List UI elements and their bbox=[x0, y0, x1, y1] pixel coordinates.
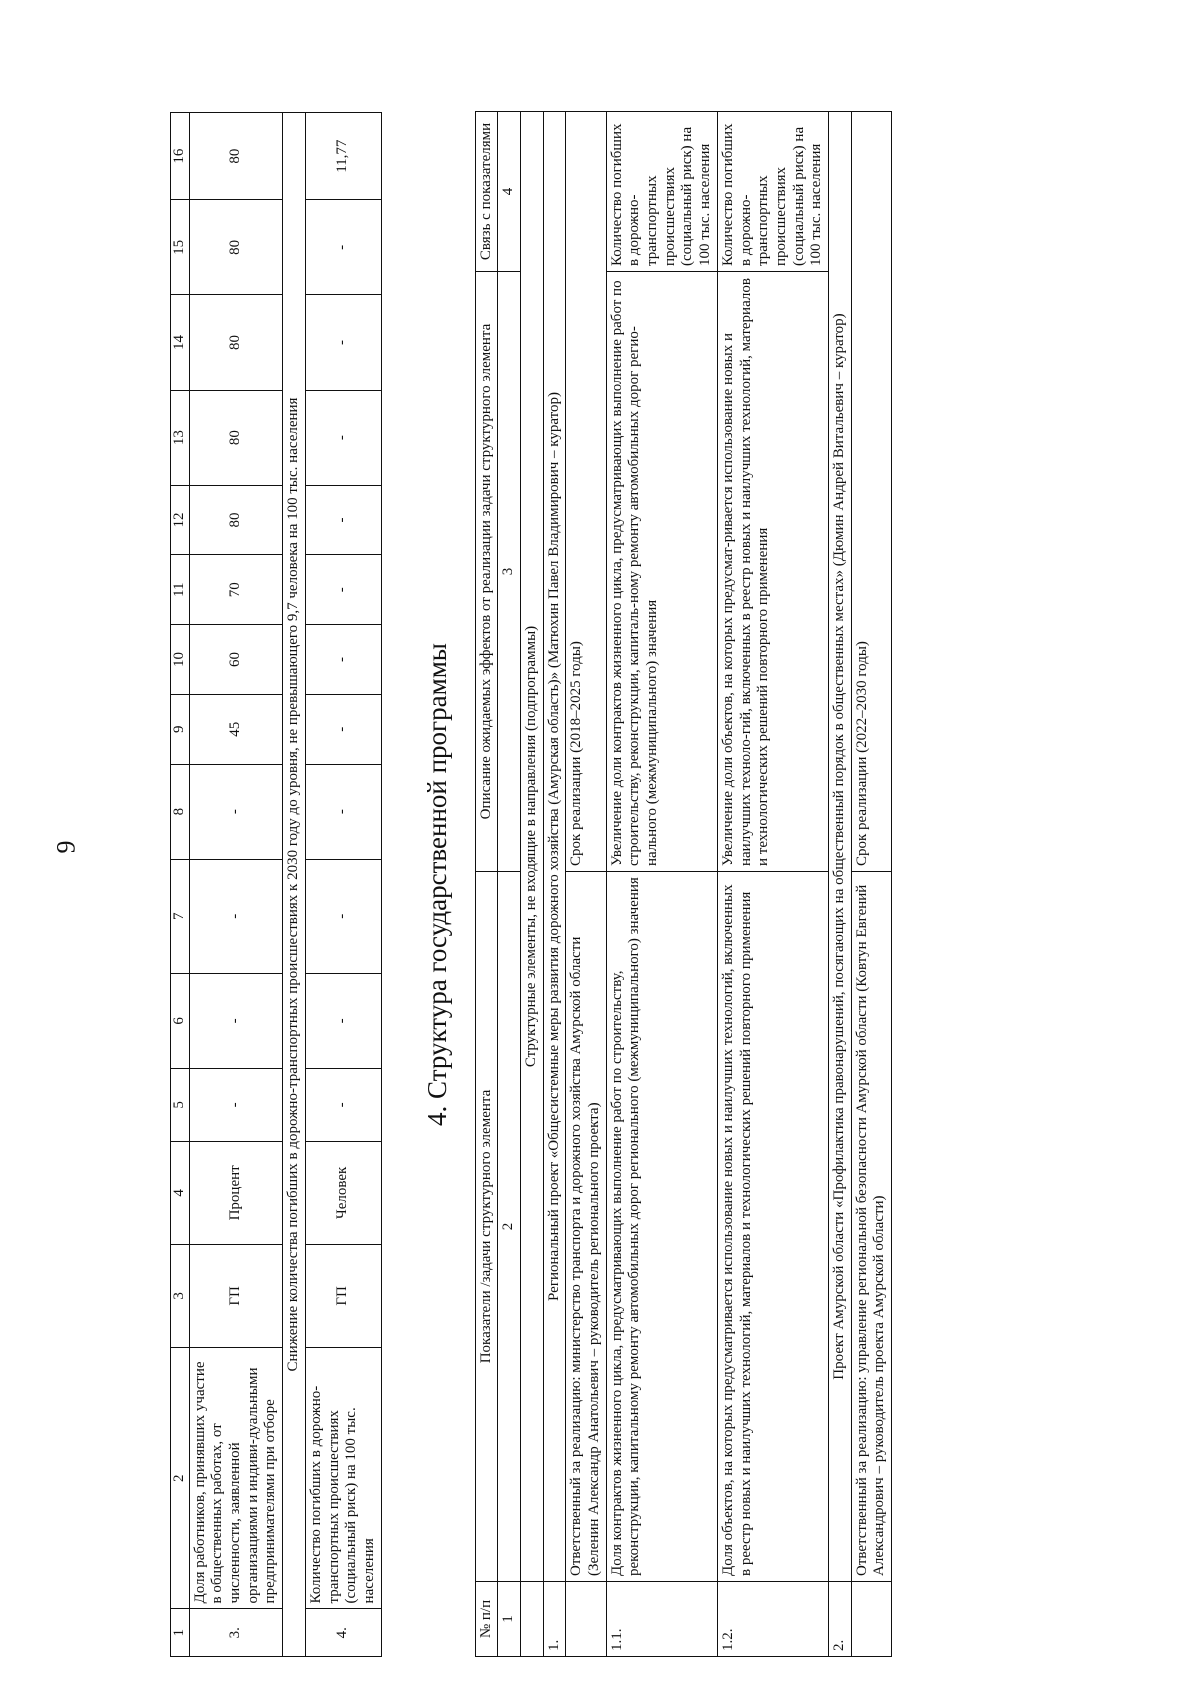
task-text: Доля объектов, на которых предусматривается использование новых и наилучших технологий, включенных в реестр новых и наилучших технологий, материалов и технологических решений повторного применения bbox=[717, 872, 828, 1582]
indicator-value: - bbox=[305, 555, 381, 625]
indicator-value: 70 bbox=[189, 555, 282, 625]
col-num: 3 bbox=[498, 272, 521, 872]
indicator-unit: Процент bbox=[189, 1141, 282, 1244]
indicator-value: 80 bbox=[189, 295, 282, 390]
project-text: Региональный проект «Общесистемные меры развития дорожного хозяйства (Амурская область)» (Матюхин Павел Владимирович – куратор) bbox=[543, 112, 566, 1582]
indicator-value: 80 bbox=[189, 390, 282, 485]
indicator-level: ГП bbox=[305, 1244, 381, 1347]
task-row bbox=[606, 112, 717, 1657]
indicator-value: - bbox=[305, 764, 381, 859]
effect-text: Увеличение доли контрактов жизненного цикла, предусматривающих выполнение работ по строительству, реконструкции, капиталь-ному ремонту автомобильных дорог регио- нального (межмуниципального) значения bbox=[606, 272, 717, 872]
indicator-value: - bbox=[189, 1068, 282, 1141]
indicator-value: - bbox=[189, 764, 282, 859]
project-text: Проект Амурской области «Профилактика правонарушений, посягающих на общественный порядок в общественных местах» (Дюмин Андрей Витальевич – куратор) bbox=[828, 112, 851, 1582]
row-number: 4. bbox=[305, 1609, 381, 1657]
row-number: 1. bbox=[543, 1582, 566, 1657]
col-num: 3 bbox=[171, 1244, 190, 1347]
indicator-value: - bbox=[305, 295, 381, 390]
indicator-value: 11,77 bbox=[305, 113, 381, 200]
col-num: 15 bbox=[171, 200, 190, 295]
col-num: 11 bbox=[171, 555, 190, 625]
responsible-row bbox=[566, 112, 606, 1657]
empty-cell bbox=[566, 1582, 606, 1657]
table-row bbox=[305, 113, 381, 1657]
indicator-value: 80 bbox=[189, 200, 282, 295]
section-title: 4. Структура государственной программы bbox=[421, 643, 452, 1126]
link-text: Количество погибших в дорожно-транспортных происшествиях (социальный риск) на 100 тыс. населения bbox=[717, 112, 828, 272]
indicator-value: - bbox=[305, 200, 381, 295]
goal-row bbox=[283, 113, 306, 1657]
task-text: Доля контрактов жизненного цикла, предусматривающих выполнение работ по строительству, реконструкции, капитальному ремонту автомобильных дорог регионального (межмуниципального) значения bbox=[606, 872, 717, 1582]
structure-table bbox=[475, 111, 892, 1657]
indicator-level: ГП bbox=[189, 1244, 282, 1347]
indicator-value: - bbox=[189, 973, 282, 1068]
col-num: 5 bbox=[171, 1068, 190, 1141]
table-row bbox=[189, 113, 282, 1657]
responsible-text: Ответственный за реализацию: управление региональной безопасности Амурской области (Ковтун Евгений Александрович – руководитель проекта Амурской области) bbox=[851, 872, 891, 1582]
indicator-value: - bbox=[305, 390, 381, 485]
col-num: 2 bbox=[171, 1347, 190, 1609]
indicator-name: Доля работников, принявших участие в общественных работах, от численности, заявленной организациями и индиви-дуальными предпринимателями при отборе bbox=[189, 1347, 282, 1609]
col-num: 10 bbox=[171, 625, 190, 695]
col-num: 6 bbox=[171, 973, 190, 1068]
indicator-value: - bbox=[305, 973, 381, 1068]
indicator-value: - bbox=[305, 1068, 381, 1141]
indicator-value: 60 bbox=[189, 625, 282, 695]
term-text: Срок реализации (2018–2025 годы) bbox=[566, 112, 606, 872]
col-num: 2 bbox=[498, 872, 521, 1582]
row-number: 1.1. bbox=[606, 1582, 717, 1657]
link-text: Количество погибших в дорожно-транспортных происшествиях (социальный риск) на 100 тыс. населения bbox=[606, 112, 717, 272]
header-num: № п/п bbox=[475, 1582, 498, 1657]
indicator-name: Количество погибших в дорожно-транспортных происшествиях (социальный риск) на 100 тыс. населения bbox=[305, 1347, 381, 1609]
indicators-table bbox=[170, 112, 382, 1657]
indicator-unit: Человек bbox=[305, 1141, 381, 1244]
indicator-value: - bbox=[189, 859, 282, 973]
header-row bbox=[475, 112, 498, 1657]
empty-cell bbox=[520, 1582, 543, 1657]
row-number: 3. bbox=[189, 1609, 282, 1657]
column-number-row bbox=[498, 112, 521, 1657]
rotated-page-content bbox=[170, 112, 1120, 1657]
col-num: 12 bbox=[171, 485, 190, 555]
col-num: 1 bbox=[171, 1609, 190, 1657]
indicator-value: - bbox=[305, 625, 381, 695]
indicator-value: - bbox=[305, 485, 381, 555]
header-effects: Описание ожидаемых эффектов от реализации задачи структурного элемента bbox=[475, 272, 498, 872]
column-number-row bbox=[171, 113, 190, 1657]
subheader-text: Структурные элементы, не входящие в направления (подпрограммы) bbox=[520, 112, 543, 1582]
row-number: 2. bbox=[828, 1582, 851, 1657]
empty-cell bbox=[851, 1582, 891, 1657]
effect-text: Увеличение доли объектов, на которых предусмат-ривается использование новых и наилучших техноло-гий, включенных в реестр новых и наилучших технологий, материалов и технологических решений повторного применения bbox=[717, 272, 828, 872]
indicator-value: 80 bbox=[189, 485, 282, 555]
goal-text: Снижение количества погибших в дорожно-транспортных происшествиях к 2030 году до уровня, не превышающего 9,7 человека на 100 тыс. населения bbox=[283, 113, 306, 1657]
indicator-value: 80 bbox=[189, 113, 282, 200]
project-row bbox=[828, 112, 851, 1657]
header-tasks: Показатели /задачи структурного элемента bbox=[475, 872, 498, 1582]
responsible-text: Ответственный за реализацию: министерство транспорта и дорожного хозяйства Амурской области (Зеленин Александр Анатольевич – руководитель регионального проекта) bbox=[566, 872, 606, 1582]
indicator-value: - bbox=[305, 859, 381, 973]
col-num: 9 bbox=[171, 694, 190, 764]
indicator-value: - bbox=[305, 694, 381, 764]
indicator-value: 45 bbox=[189, 694, 282, 764]
responsible-row bbox=[851, 112, 891, 1657]
col-num: 1 bbox=[498, 1582, 521, 1657]
col-num: 8 bbox=[171, 764, 190, 859]
row-number: 1.2. bbox=[717, 1582, 828, 1657]
task-row bbox=[717, 112, 828, 1657]
col-num: 4 bbox=[498, 112, 521, 272]
col-num: 7 bbox=[171, 859, 190, 973]
subheader-row bbox=[520, 112, 543, 1657]
header-link: Связь с показателями bbox=[475, 112, 498, 272]
col-num: 16 bbox=[171, 113, 190, 200]
page-number: 9 bbox=[51, 840, 81, 854]
col-num: 13 bbox=[171, 390, 190, 485]
project-row bbox=[543, 112, 566, 1657]
col-num: 4 bbox=[171, 1141, 190, 1244]
col-num: 14 bbox=[171, 295, 190, 390]
term-text: Срок реализации (2022–2030 годы) bbox=[851, 112, 891, 872]
